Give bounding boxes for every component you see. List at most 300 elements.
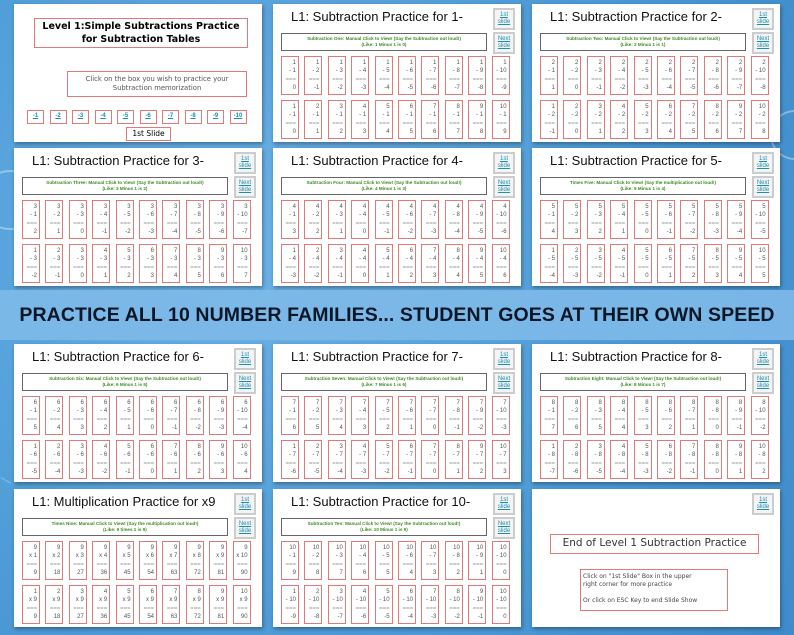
flash-card[interactable] <box>445 440 463 479</box>
card-separator: === <box>49 460 61 467</box>
flash-card[interactable] <box>398 541 416 580</box>
flash-card[interactable] <box>727 244 745 283</box>
flash-card[interactable] <box>304 100 322 139</box>
card-operator: - 8 <box>758 452 766 459</box>
flash-card[interactable] <box>162 541 180 580</box>
practice-button[interactable]: -3 <box>72 110 89 124</box>
flash-card[interactable] <box>92 541 110 580</box>
flash-card[interactable] <box>351 585 369 624</box>
flash-card[interactable] <box>139 440 157 479</box>
card-operand: 6 <box>668 444 672 450</box>
card-answer: 6 <box>575 424 579 431</box>
first-slide-link[interactable] <box>234 348 256 370</box>
card-operator: - 3 <box>594 408 602 415</box>
flash-card[interactable] <box>540 100 558 139</box>
flash-card[interactable] <box>281 56 299 95</box>
flash-card[interactable] <box>468 100 486 139</box>
flash-card[interactable] <box>680 396 698 435</box>
flash-card[interactable] <box>375 100 393 139</box>
flash-card[interactable] <box>328 200 346 239</box>
flash-card[interactable] <box>751 396 769 435</box>
link-text: slide <box>497 43 511 49</box>
first-slide-link[interactable] <box>752 493 774 515</box>
first-slide-link[interactable] <box>234 152 256 174</box>
instruction-line: Subtraction Three: Manual Click to View! (Say the Subtraction out loud!) <box>46 179 204 185</box>
flash-card[interactable] <box>657 396 675 435</box>
flash-card[interactable] <box>680 244 698 283</box>
flash-card[interactable] <box>162 396 180 435</box>
flash-card[interactable] <box>421 244 439 283</box>
flash-card[interactable] <box>751 440 769 479</box>
practice-button[interactable]: -10 <box>230 110 247 124</box>
first-slide-link[interactable] <box>234 493 256 515</box>
card-separator: === <box>96 460 108 467</box>
flash-card[interactable] <box>162 244 180 283</box>
flash-card[interactable] <box>468 396 486 435</box>
flash-card[interactable] <box>445 200 463 239</box>
card-answer: 2 <box>479 468 484 475</box>
link-text: slide <box>756 187 770 193</box>
flash-card[interactable] <box>92 396 110 435</box>
next-slide-link[interactable] <box>752 32 774 54</box>
card-operator: - 2 <box>688 112 696 119</box>
flash-card[interactable] <box>704 244 722 283</box>
flash-card[interactable] <box>209 396 227 435</box>
flash-card[interactable] <box>587 56 605 95</box>
flash-card[interactable] <box>69 440 87 479</box>
flash-card[interactable] <box>328 56 346 95</box>
card-answer: 4 <box>668 128 672 135</box>
flash-card[interactable] <box>445 541 463 580</box>
flash-card[interactable] <box>704 100 722 139</box>
card-operator: - 2 <box>664 112 672 119</box>
card-operand: 1 <box>551 248 555 254</box>
flash-card[interactable] <box>680 100 698 139</box>
card-operator: - 1 <box>547 408 555 415</box>
flash-card[interactable] <box>657 440 675 479</box>
flash-card[interactable] <box>328 100 346 139</box>
flash-card[interactable] <box>162 200 180 239</box>
flash-card[interactable] <box>563 244 581 283</box>
flash-card[interactable] <box>468 244 486 283</box>
flash-card[interactable] <box>540 200 558 239</box>
practice-button[interactable]: -1 <box>27 110 44 124</box>
next-slide-link[interactable] <box>493 372 515 394</box>
flash-card[interactable] <box>421 585 439 624</box>
flash-card[interactable] <box>69 200 87 239</box>
flash-card[interactable] <box>492 440 510 479</box>
flash-card[interactable] <box>328 585 346 624</box>
flash-card[interactable] <box>186 244 204 283</box>
flash-card[interactable] <box>610 56 628 95</box>
flash-card[interactable] <box>492 200 510 239</box>
flash-card[interactable] <box>398 585 416 624</box>
flash-card[interactable] <box>304 396 322 435</box>
flash-card[interactable] <box>304 200 322 239</box>
flash-card[interactable] <box>139 585 157 624</box>
flash-card[interactable] <box>704 440 722 479</box>
flash-card[interactable] <box>209 541 227 580</box>
flash-card[interactable] <box>445 585 463 624</box>
flash-card[interactable] <box>492 56 510 95</box>
next-slide-link[interactable] <box>234 176 256 198</box>
card-operator: x 2 <box>52 553 61 560</box>
flash-card[interactable] <box>116 396 134 435</box>
card-separator: === <box>496 264 507 271</box>
flash-card[interactable] <box>492 585 510 624</box>
first-slide-link[interactable] <box>493 348 515 370</box>
card-operand: 2 <box>316 248 320 254</box>
flash-card[interactable] <box>116 585 134 624</box>
flash-card[interactable] <box>69 396 87 435</box>
card-operator: - 9 <box>217 408 225 415</box>
flash-card[interactable] <box>375 244 393 283</box>
card-operator: - 1 <box>288 408 296 415</box>
flash-card[interactable] <box>563 440 581 479</box>
flash-card[interactable] <box>492 244 510 283</box>
practice-slide <box>14 489 262 627</box>
practice-button[interactable]: -2 <box>50 110 67 124</box>
flash-card[interactable] <box>22 585 40 624</box>
flash-card[interactable] <box>209 244 227 283</box>
card-operator: x 9 <box>122 597 131 604</box>
card-operand: 7 <box>174 248 178 254</box>
flash-card[interactable] <box>328 440 346 479</box>
flash-card[interactable] <box>281 100 299 139</box>
card-separator: === <box>355 460 367 467</box>
card-separator: === <box>591 220 602 227</box>
flash-card[interactable] <box>563 396 581 435</box>
next-slide-link[interactable] <box>493 176 515 198</box>
flash-card[interactable] <box>351 56 369 95</box>
practice-button[interactable]: -5 <box>117 110 134 124</box>
flash-card[interactable] <box>281 396 299 435</box>
card-answer: 2 <box>103 424 108 431</box>
flash-card[interactable] <box>304 585 322 624</box>
flash-card[interactable] <box>375 200 393 239</box>
flash-card[interactable] <box>304 244 322 283</box>
card-separator: === <box>26 460 37 467</box>
flash-card[interactable] <box>209 200 227 239</box>
next-slide-link[interactable] <box>234 372 256 394</box>
practice-slide <box>273 4 521 142</box>
flash-card[interactable] <box>468 440 486 479</box>
practice-button[interactable]: -6 <box>140 110 157 124</box>
flash-card[interactable] <box>233 440 251 479</box>
card-separator: === <box>472 120 484 127</box>
flash-card[interactable] <box>680 440 698 479</box>
flash-card[interactable] <box>634 100 652 139</box>
flash-card[interactable] <box>492 396 510 435</box>
flash-card[interactable] <box>398 56 416 95</box>
card-answer: -1 <box>690 468 696 475</box>
flash-card[interactable] <box>727 100 745 139</box>
flash-card[interactable] <box>751 100 769 139</box>
flash-card[interactable] <box>233 200 251 239</box>
flash-card[interactable] <box>421 396 439 435</box>
flash-card[interactable] <box>209 585 227 624</box>
card-operator: - 7 <box>288 452 296 459</box>
next-slide-link[interactable] <box>493 517 515 539</box>
flash-card[interactable] <box>468 585 486 624</box>
flash-card[interactable] <box>727 56 745 95</box>
flash-card[interactable] <box>751 200 769 239</box>
flash-card[interactable] <box>281 541 299 580</box>
practice-button[interactable]: -9 <box>207 110 224 124</box>
card-separator: === <box>567 416 579 423</box>
flash-card[interactable] <box>186 440 204 479</box>
card-operand: 4 <box>103 444 108 450</box>
card-operand: 10 <box>499 104 507 110</box>
card-separator: === <box>708 416 719 423</box>
card-operator: - 5 <box>735 256 743 263</box>
flash-card[interactable] <box>22 244 40 283</box>
flash-card[interactable] <box>587 200 605 239</box>
card-operator: - 9 <box>217 212 225 219</box>
card-operator: - 1 <box>547 212 555 219</box>
flash-card[interactable] <box>186 200 204 239</box>
flash-card[interactable] <box>375 585 393 624</box>
flash-card[interactable] <box>751 56 769 95</box>
next-slide-link[interactable] <box>234 517 256 539</box>
flash-card[interactable] <box>704 396 722 435</box>
card-answer: 7 <box>339 569 343 576</box>
flash-card[interactable] <box>563 100 581 139</box>
flash-card[interactable] <box>304 541 322 580</box>
practice-button[interactable]: -7 <box>162 110 179 124</box>
practice-button[interactable]: -8 <box>185 110 202 124</box>
flash-card[interactable] <box>680 200 698 239</box>
flash-card[interactable] <box>375 396 393 435</box>
first-slide-link[interactable] <box>752 348 774 370</box>
flash-card[interactable] <box>610 440 628 479</box>
flash-card[interactable] <box>351 440 369 479</box>
flash-card[interactable] <box>328 541 346 580</box>
flash-card[interactable] <box>610 100 628 139</box>
flash-card[interactable] <box>634 396 652 435</box>
flash-card[interactable] <box>139 541 157 580</box>
flash-card[interactable] <box>233 585 251 624</box>
flash-card[interactable] <box>233 541 251 580</box>
next-slide-link[interactable] <box>752 372 774 394</box>
flash-card[interactable] <box>704 200 722 239</box>
slide-instructions <box>281 33 487 51</box>
flash-card[interactable] <box>634 440 652 479</box>
card-operator: x 9 <box>192 597 201 604</box>
next-slide-link[interactable] <box>493 32 515 54</box>
flash-card[interactable] <box>634 244 652 283</box>
flash-card[interactable] <box>751 244 769 283</box>
flash-card[interactable] <box>445 396 463 435</box>
flash-card[interactable] <box>421 100 439 139</box>
flash-card[interactable] <box>351 541 369 580</box>
flash-card[interactable] <box>22 200 40 239</box>
flash-card[interactable] <box>139 200 157 239</box>
card-operand: 2 <box>575 248 579 254</box>
flash-card[interactable] <box>22 541 40 580</box>
flash-card[interactable] <box>727 200 745 239</box>
flash-card[interactable] <box>139 396 157 435</box>
flash-card[interactable] <box>540 56 558 95</box>
flash-card[interactable] <box>375 541 393 580</box>
flash-card[interactable] <box>540 396 558 435</box>
flash-card[interactable] <box>351 396 369 435</box>
flash-card[interactable] <box>587 396 605 435</box>
flash-card[interactable] <box>398 200 416 239</box>
flash-card[interactable] <box>92 200 110 239</box>
flash-card[interactable] <box>116 200 134 239</box>
flash-card[interactable] <box>727 440 745 479</box>
first-slide-button[interactable]: 1st Slide <box>126 127 171 141</box>
card-separator: === <box>120 264 131 271</box>
flash-card[interactable] <box>233 396 251 435</box>
flash-card[interactable] <box>634 56 652 95</box>
flash-card[interactable] <box>304 56 322 95</box>
flash-card[interactable] <box>587 440 605 479</box>
flash-card[interactable] <box>540 440 558 479</box>
flash-card[interactable] <box>704 56 722 95</box>
flash-card[interactable] <box>351 244 369 283</box>
flash-card[interactable] <box>22 440 40 479</box>
flash-card[interactable] <box>398 100 416 139</box>
flash-card[interactable] <box>375 440 393 479</box>
flash-card[interactable] <box>162 585 180 624</box>
flash-card[interactable] <box>468 56 486 95</box>
flash-card[interactable] <box>492 100 510 139</box>
card-separator: === <box>213 605 225 612</box>
flash-card[interactable] <box>563 200 581 239</box>
flash-card[interactable] <box>45 244 63 283</box>
instruction-line: Subtraction Eight: Manual Click to View! (Say the Subtraction out loud!) <box>564 375 722 381</box>
flash-card[interactable] <box>116 440 134 479</box>
flash-card[interactable] <box>540 244 558 283</box>
instruction-line: (Like: 8 Minus 1 is 7) <box>620 382 666 387</box>
flash-card[interactable] <box>610 396 628 435</box>
card-separator: === <box>379 76 390 83</box>
flash-card[interactable] <box>69 244 87 283</box>
card-separator: === <box>166 561 178 568</box>
flash-card[interactable] <box>45 200 63 239</box>
flash-card[interactable] <box>421 440 439 479</box>
card-answer: -6 <box>431 84 437 91</box>
flash-card[interactable] <box>328 396 346 435</box>
flash-card[interactable] <box>304 440 322 479</box>
flash-card[interactable] <box>445 244 463 283</box>
flash-card[interactable] <box>657 100 675 139</box>
heading-line: Level 1:Simple Subtractions Practice <box>42 21 240 32</box>
flash-card[interactable] <box>45 396 63 435</box>
flash-card[interactable] <box>209 440 227 479</box>
flash-card[interactable] <box>69 585 87 624</box>
first-slide-link[interactable] <box>493 493 515 515</box>
flash-card[interactable] <box>351 100 369 139</box>
card-operand: 2 <box>621 60 626 66</box>
flash-card[interactable] <box>657 56 675 95</box>
card-separator: === <box>332 76 343 83</box>
flash-card[interactable] <box>587 100 605 139</box>
flash-card[interactable] <box>45 541 63 580</box>
flash-card[interactable] <box>186 396 204 435</box>
flash-card[interactable] <box>281 200 299 239</box>
flash-card[interactable] <box>162 440 180 479</box>
flash-card[interactable] <box>563 56 581 95</box>
flash-card[interactable] <box>610 244 628 283</box>
instruction-line: Subtraction One: Manual Click to View! (Say the Subtraction out loud!) <box>307 35 461 41</box>
flash-card[interactable] <box>92 244 110 283</box>
flash-card[interactable] <box>186 585 204 624</box>
first-slide-link[interactable] <box>493 152 515 174</box>
next-slide-link[interactable] <box>752 176 774 198</box>
flash-card[interactable] <box>657 200 675 239</box>
flash-card[interactable] <box>139 244 157 283</box>
card-operator: - 2 <box>571 112 579 119</box>
flash-card[interactable] <box>398 396 416 435</box>
flash-card[interactable] <box>587 244 605 283</box>
flash-card[interactable] <box>69 541 87 580</box>
flash-card[interactable] <box>281 585 299 624</box>
flash-card[interactable] <box>281 244 299 283</box>
practice-button[interactable]: -4 <box>95 110 112 124</box>
card-operator: - 7 <box>452 452 460 459</box>
flash-card[interactable] <box>186 541 204 580</box>
flash-card[interactable] <box>727 396 745 435</box>
flash-card[interactable] <box>398 244 416 283</box>
flash-card[interactable] <box>634 200 652 239</box>
first-slide-link[interactable] <box>752 8 774 30</box>
flash-card[interactable] <box>445 100 463 139</box>
card-answer: -1 <box>337 272 343 279</box>
flash-card[interactable] <box>657 244 675 283</box>
card-separator: === <box>379 460 390 467</box>
flash-card[interactable] <box>375 56 393 95</box>
flash-card[interactable] <box>45 440 63 479</box>
flash-card[interactable] <box>116 244 134 283</box>
flash-card[interactable] <box>351 200 369 239</box>
flash-card[interactable] <box>421 541 439 580</box>
flash-card[interactable] <box>281 440 299 479</box>
flash-card[interactable] <box>45 585 63 624</box>
flash-card[interactable] <box>421 56 439 95</box>
card-operand: 8 <box>692 400 696 406</box>
link-text: Next <box>497 180 511 186</box>
card-operator: x 9 <box>145 597 154 604</box>
card-operand: 7 <box>503 400 507 406</box>
flash-card[interactable] <box>610 200 628 239</box>
flash-card[interactable] <box>233 244 251 283</box>
card-separator: === <box>425 561 437 568</box>
flash-card[interactable] <box>421 200 439 239</box>
flash-card[interactable] <box>92 585 110 624</box>
flash-card[interactable] <box>468 200 486 239</box>
flash-card[interactable] <box>116 541 134 580</box>
flash-card[interactable] <box>468 541 486 580</box>
flash-card[interactable] <box>398 440 416 479</box>
link-text: 1st <box>499 156 508 162</box>
practice-slide <box>532 4 780 142</box>
flash-card[interactable] <box>492 541 510 580</box>
flash-card[interactable] <box>328 244 346 283</box>
flash-card[interactable] <box>445 56 463 95</box>
instruction-line: Subtraction Ten: Manual Click to View! (Say the Subtraction out loud!) <box>307 520 461 526</box>
practice-slide <box>273 489 521 627</box>
flash-card[interactable] <box>22 396 40 435</box>
card-separator: === <box>120 220 131 227</box>
flash-card[interactable] <box>680 56 698 95</box>
instruction-line: Or click on ESC Key to end Slide Show <box>583 597 698 604</box>
flash-card[interactable] <box>92 440 110 479</box>
first-slide-link[interactable] <box>493 8 515 30</box>
first-slide-link[interactable] <box>752 152 774 174</box>
